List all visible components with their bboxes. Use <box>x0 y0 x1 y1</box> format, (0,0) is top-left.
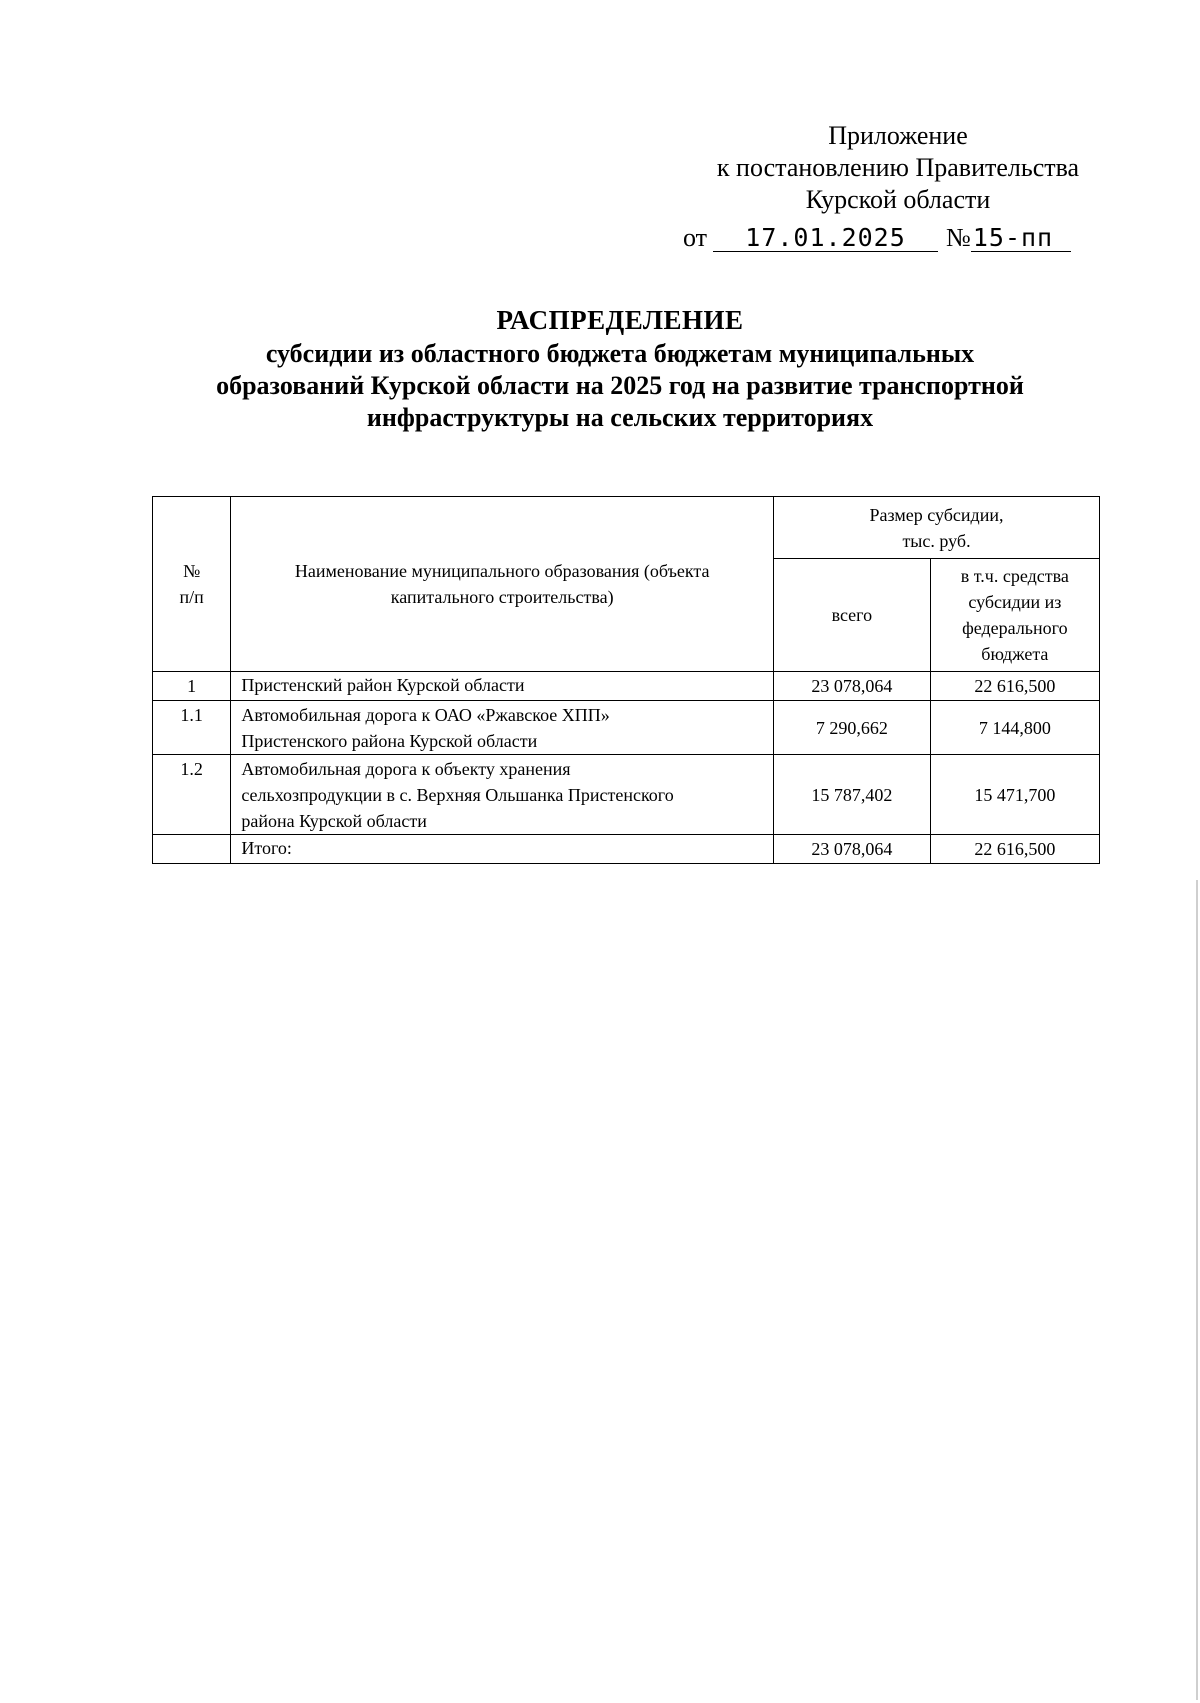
title-line-1: субсидии из областного бюджета бюджетам муниципальных <box>265 339 975 368</box>
appendix-subtitle: к постановлению Правительства <box>716 153 1080 182</box>
header-size-line2: тыс. руб. <box>902 530 971 551</box>
title-line-3: инфраструктуры на сельских территориях <box>366 403 874 432</box>
row-federal: 22 616,500 <box>930 672 1099 701</box>
header-federal <box>930 559 1099 672</box>
total-federal: 22 616,500 <box>930 835 1099 864</box>
decree-date: 17.01.2025 <box>713 225 938 252</box>
header-number <box>153 497 231 672</box>
scan-edge-mark <box>1196 880 1198 1700</box>
table-row <box>153 755 1100 835</box>
row-name <box>231 701 774 755</box>
appendix-header <box>688 120 1108 216</box>
title-line-2: образований Курской области на 2025 год на развитие транспортной <box>216 371 1024 400</box>
row-number: 1.2 <box>153 755 231 835</box>
header-number-line2: п/п <box>179 587 204 607</box>
header-fed-line4: бюджета <box>981 644 1049 664</box>
decree-number: 15-пп <box>971 225 1071 252</box>
row-federal: 7 144,800 <box>930 701 1099 755</box>
row-name-line: сельхозпродукции в с. Верхняя Ольшанка Пристенского <box>241 784 674 805</box>
table-row <box>153 672 1100 701</box>
header-row-top <box>153 497 1100 559</box>
row-total: 15 787,402 <box>774 755 931 835</box>
header-size-line1: Размер субсидии, <box>869 504 1004 525</box>
header-number-line1: № <box>183 561 201 581</box>
total-sum: 23 078,064 <box>774 835 931 864</box>
row-total: 23 078,064 <box>774 672 931 701</box>
row-name-line: Автомобильная дорога к ОАО «Ржавское ХПП» <box>241 704 610 725</box>
date-prefix: от <box>683 223 708 252</box>
row-number: 1.1 <box>153 701 231 755</box>
distribution-table <box>152 496 1100 864</box>
appendix-title: Приложение <box>828 121 968 150</box>
header-total: всего <box>774 559 931 672</box>
row-name <box>231 755 774 835</box>
title-main: РАСПРЕДЕЛЕНИЕ <box>496 305 744 335</box>
row-number: 1 <box>153 672 231 701</box>
header-subsidy-size <box>774 497 1100 559</box>
header-fed-line1: в т.ч. средства <box>960 566 1069 586</box>
total-row <box>153 835 1100 864</box>
header-name-line1: Наименование муниципального образования (объекта <box>294 561 710 581</box>
row-name-line: Пристенского района Курской области <box>241 730 538 751</box>
row-federal: 15 471,700 <box>930 755 1099 835</box>
decree-date-number <box>683 222 1071 254</box>
appendix-region: Курской области <box>805 185 991 214</box>
row-name-line: Автомобильная дорога к объекту хранения <box>241 758 571 779</box>
row-name-line: Пристенский район Курской области <box>241 675 525 695</box>
header-fed-line3: федерального <box>962 618 1068 638</box>
row-total: 7 290,662 <box>774 701 931 755</box>
row-name <box>231 672 774 701</box>
header-name <box>231 497 774 672</box>
table-row <box>153 701 1100 755</box>
document-title <box>120 302 1120 434</box>
total-label: Итого: <box>231 835 774 864</box>
header-name-line2: капитального строительства) <box>390 587 614 607</box>
row-name-line: района Курской области <box>241 810 427 831</box>
number-sign: № <box>946 223 971 252</box>
header-fed-line2: субсидии из <box>968 592 1062 612</box>
total-row-number <box>153 835 231 864</box>
